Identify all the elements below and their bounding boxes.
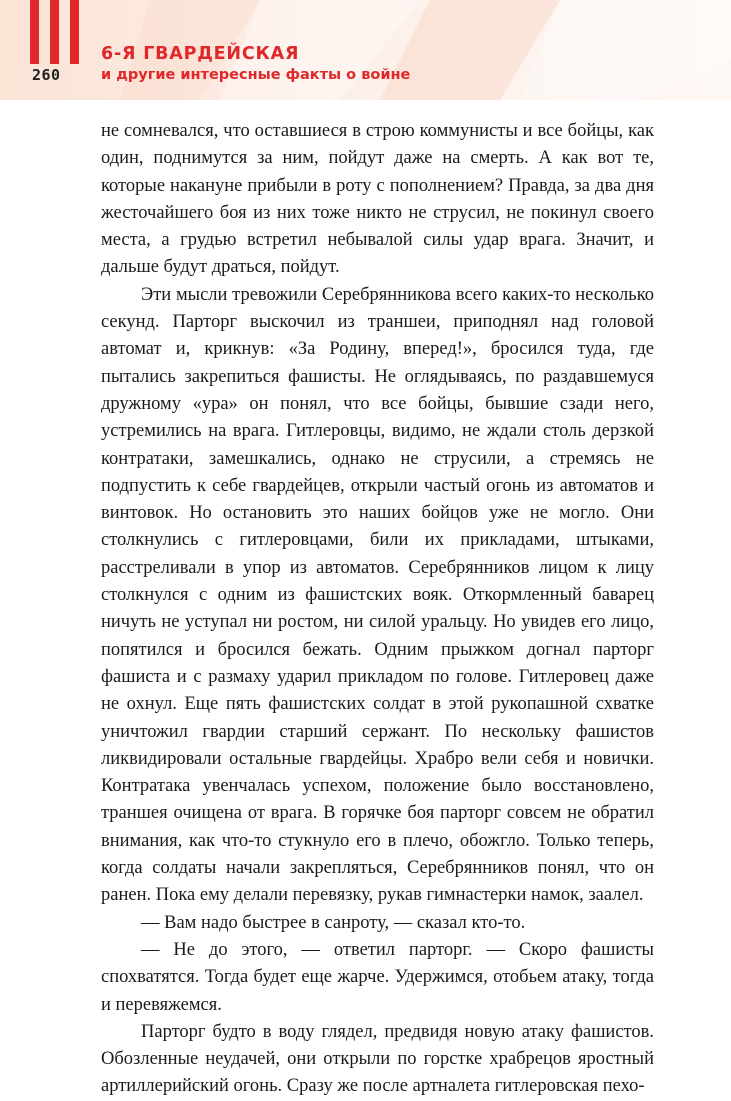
header-stripe [30,0,39,64]
book-title: 6-Я ГВАРДЕЙСКАЯ [101,44,300,64]
paragraph: Эти мысли тревожили Серебрянникова всего каких-то несколько секунд. Парторг выскочил из траншеи, приподнял над головой автомат и, крикнув: «За Родину, вперед!», бросился туда, где пытались закрепиться фашисты. Не оглядываясь, по раздавшемуся дружному «ура» он понял, что все бойцы, бывшие сзади него, устремились на врага. Гитлеровцы, видимо, не ждали столь дерзкой контратаки, замешкались, однако не струсили, а стремясь не подпустить к себе гвардейцев, открыли частый огонь из автоматов и винтовок. Но остановить это наших бойцов уже не могло. Они столкнулись с гитлеровцами, били их прикладами, штыками, расстреливали в упор из автоматов. Серебрянников лицом к лицу столкнулся с одним из фашистских вояк. Откормленный баварец ничуть не уступал ни ростом, ни силой уральцу. Но увидев его лицо, попятился и бросился бежать. Одним прыжком догнал парторг фашиста и с размаху ударил прикладом по голове. Гитлеровец даже не охнул. Еще пять фашистских солдат в этой рукопашной схватке уничтожил гвардии старший сержант. По нескольку фашистов ликвидировали остальные гвардейцы. Храбро вели себя и новички. Контратака увенчалась успехом, положение было восстановлено, траншея очищена от врага. В горячке боя парторг совсем не обратил внимания, как что-то стукнуло его в плечо, обожгло. Только теперь, когда солдаты начали закрепляться, Серебрянников понял, что он ранен. Пока ему делали перевязку, рукав гимнастерки намок, заалел. [101,284,654,906]
paragraph: Парторг будто в воду глядел, предвидя новую атаку фашистов. Обозленные неудачей, они открыли по горстке храбрецов яростный артиллерийский огонь. Сразу же после артналета гитлеровская пехо- [101,1021,654,1097]
header-stripe [50,0,59,64]
page-header [0,0,731,100]
header-stripe [70,0,79,64]
paragraph: не сомневался, что оставшиеся в строю коммунисты и все бойцы, как один, поднимутся за ним, пойдут даже на смерть. А как вот те, которые накануне прибыли в роту с пополнением? Правда, за два дня жесточайшего боя из них тоже никто не струсил, не покинул своего места, а грудью встретил небывалой силы удар врага. Значит, и дальше будут драться, пойдут. [101,121,654,278]
dialogue-line: — Не до этого, — ответил парторг. — Скоро фашисты спохватятся. Тогда будет еще жарче. Удержимся, отобьем атаку, тогда и перевяжемся. [101,939,654,1015]
book-subtitle: и другие интересные факты о войне [101,67,411,83]
page-body [101,118,654,1101]
page-number: 260 [32,66,61,84]
dialogue-line: — Вам надо быстрее в санроту, — сказал кто-то. [141,912,526,933]
